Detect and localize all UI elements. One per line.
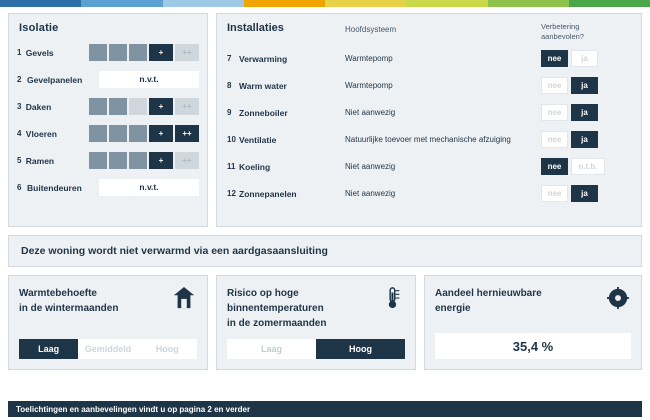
table-row	[17, 42, 199, 63]
row-number: 9	[227, 108, 232, 118]
heat-demand-scale	[19, 339, 197, 359]
renewable-title-line1: Aandeel hernieuwbare	[435, 288, 542, 299]
scale-block	[129, 125, 147, 142]
table-row	[17, 150, 199, 171]
installaties-title: Installaties	[227, 22, 284, 34]
heat-demand-card	[8, 275, 208, 370]
rating-scale	[89, 98, 199, 115]
advice-header-line2: aanbevolen?	[541, 32, 584, 42]
thermometer-icon	[381, 286, 403, 310]
advice-no-option: nee	[541, 185, 568, 202]
gas-connection-banner	[8, 235, 642, 267]
table-row	[227, 102, 631, 123]
strip-seg-3	[163, 0, 244, 7]
rating-plus-badge: +	[149, 98, 173, 115]
rating-plus-badge: +	[149, 152, 173, 169]
column-header-system: Hoofdsysteem	[345, 25, 397, 34]
row-system: Niet aanwezig	[345, 108, 396, 118]
row-label: Ventilatie	[239, 134, 277, 145]
installaties-header	[227, 22, 631, 42]
table-row	[17, 69, 199, 90]
table-row	[227, 129, 631, 150]
renewable-title	[435, 286, 575, 316]
overheating-option-hoog: Hoog	[316, 339, 405, 359]
advice-no-option: nee	[541, 50, 568, 67]
heat-demand-title-line1: Warmtebehoefte	[19, 288, 97, 299]
row-label: Zonneboiler	[239, 107, 288, 118]
scale-block	[89, 44, 107, 61]
heat-demand-title-line2: in de wintermaanden	[19, 303, 119, 314]
scale-block	[89, 125, 107, 142]
rating-plusplus-badge: ++	[175, 98, 199, 115]
renewable-title-line2: energie	[435, 303, 471, 314]
row-system: Warmtepomp	[345, 54, 393, 64]
table-row	[227, 183, 631, 204]
renewable-value: 35,4 %	[435, 333, 631, 359]
overheating-scale	[227, 339, 405, 359]
scale-block	[109, 44, 127, 61]
renewable-share-card	[424, 275, 642, 370]
installaties-card	[216, 13, 642, 227]
advice-no-option: nee	[541, 77, 568, 94]
row-label: Ramen	[25, 155, 55, 166]
advice-toggle	[541, 158, 605, 175]
strip-seg-6	[406, 0, 487, 7]
rating-plusplus-badge: ++	[175, 44, 199, 61]
isolatie-card	[8, 13, 208, 227]
row-number: 6	[17, 183, 22, 192]
not-applicable-value: n.v.t.	[99, 71, 199, 88]
advice-yes-option: ja	[571, 104, 598, 121]
gas-connection-text: Deze woning wordt niet verwarmd via een aardgasaansluiting	[21, 245, 328, 257]
renewable-icon	[607, 286, 629, 310]
not-applicable-value: n.v.t.	[99, 179, 199, 196]
house-icon	[173, 286, 195, 310]
row-label: Daken	[25, 101, 52, 112]
row-number: 11	[227, 162, 236, 172]
advice-yes-option: ja	[571, 185, 598, 202]
row-number: 2	[17, 75, 22, 84]
rating-plusplus-badge: ++	[175, 152, 199, 169]
not-applicable-wrap	[99, 71, 199, 88]
overheating-title-line1: Risico op hoge	[227, 288, 299, 299]
color-strip	[0, 0, 650, 7]
row-number: 12	[227, 189, 236, 199]
row-system: Warmtepomp	[345, 81, 393, 91]
table-row	[227, 156, 631, 177]
row-label: Vloeren	[25, 128, 57, 139]
heat-demand-title	[19, 286, 159, 316]
heat-demand-option-laag: Laag	[19, 339, 78, 359]
scale-block-empty	[129, 98, 147, 115]
row-number: 3	[17, 102, 22, 111]
row-label: Warm water	[239, 80, 287, 91]
row-number: 7	[227, 54, 232, 64]
overheating-option-laag: Laag	[227, 339, 316, 359]
row-label: Buitendeuren	[27, 182, 82, 193]
column-header-advice	[541, 22, 631, 42]
table-row	[227, 48, 631, 69]
scale-block	[129, 44, 147, 61]
rating-plusplus-badge: ++	[175, 125, 199, 142]
footer-note-text: Toelichtingen en aanbevelingen vindt u op pagina 2 en verder	[16, 404, 251, 414]
overheating-title-line3: in de zomermaanden	[227, 318, 327, 329]
overheating-title	[227, 286, 367, 331]
footer-note	[8, 401, 642, 417]
advice-yes-option: ja	[571, 77, 598, 94]
scale-block	[129, 152, 147, 169]
row-label: Koeling	[239, 161, 271, 172]
advice-toggle	[541, 185, 598, 202]
row-label: Gevels	[25, 47, 54, 58]
heat-demand-option-gemiddeld: Gemiddeld	[78, 339, 137, 359]
scale-block	[89, 152, 107, 169]
row-label: Gevelpanelen	[27, 74, 83, 85]
overheating-title-line2: binnentemperaturen	[227, 303, 324, 314]
advice-toggle	[541, 104, 598, 121]
advice-header-line1: Verbetering	[541, 22, 580, 31]
advice-toggle	[541, 77, 598, 94]
strip-seg-4	[244, 0, 325, 7]
row-system: Niet aanwezig	[345, 162, 396, 172]
strip-seg-8	[569, 0, 650, 7]
advice-no-option: nee	[541, 104, 568, 121]
rating-plus-badge: +	[149, 125, 173, 142]
rating-plus-badge: +	[149, 44, 173, 61]
advice-no-option: nee	[541, 158, 568, 175]
table-row	[17, 177, 199, 198]
strip-seg-7	[488, 0, 569, 7]
strip-seg-1	[0, 0, 81, 7]
advice-yes-option: ja	[571, 131, 598, 148]
rating-scale	[89, 125, 199, 142]
strip-seg-5	[325, 0, 406, 7]
row-number: 8	[227, 81, 232, 91]
rating-scale	[89, 152, 199, 169]
table-row	[17, 123, 199, 144]
strip-seg-2	[81, 0, 162, 7]
row-number: 4	[17, 129, 22, 138]
scale-block	[109, 125, 127, 142]
isolatie-title: Isolatie	[19, 22, 59, 34]
scale-block	[109, 152, 127, 169]
advice-no-option: nee	[541, 131, 568, 148]
advice-toggle	[541, 50, 598, 67]
advice-toggle	[541, 131, 598, 148]
table-row	[17, 96, 199, 117]
advice-yes-option: n.t.b.	[571, 158, 605, 175]
heat-demand-option-hoog: Hoog	[138, 339, 197, 359]
row-system: Niet aanwezig	[345, 189, 396, 199]
overheating-risk-card	[216, 275, 416, 370]
row-label: Verwarming	[239, 53, 288, 64]
row-number: 5	[17, 156, 22, 165]
advice-yes-option: ja	[571, 50, 598, 67]
row-system: Natuurlijke toevoer met mechanische afzuiging	[345, 135, 511, 145]
row-label: Zonnepanelen	[239, 188, 297, 199]
table-row	[227, 75, 631, 96]
scale-block	[89, 98, 107, 115]
scale-block	[109, 98, 127, 115]
rating-scale	[89, 44, 199, 61]
row-number: 10	[227, 135, 236, 145]
not-applicable-wrap	[99, 179, 199, 196]
row-number: 1	[17, 48, 22, 57]
